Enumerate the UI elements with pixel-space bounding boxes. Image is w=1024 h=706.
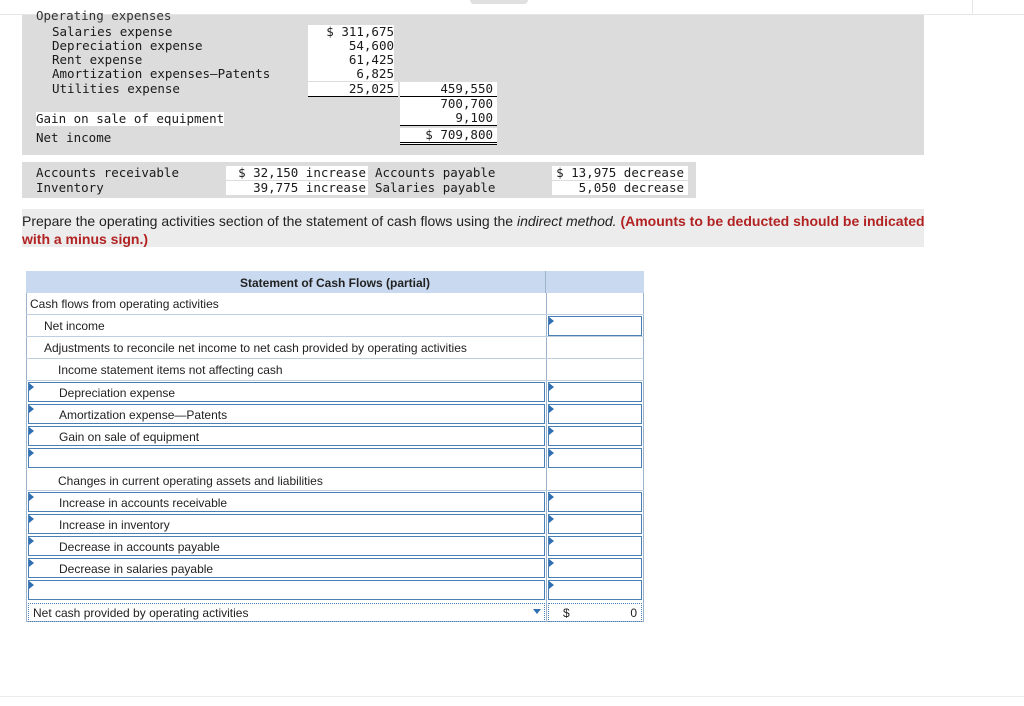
gain-label-input[interactable]: [28, 426, 545, 446]
input-marker-icon: [549, 559, 554, 567]
row-label: Adjustments to reconcile net income to net cash provided by operating activities: [44, 341, 467, 355]
salaries-amount-input[interactable]: [548, 558, 642, 578]
expense-label: Salaries expense: [52, 24, 173, 39]
row-label: Amortization expense—Patents: [59, 408, 228, 422]
net-income-amount: $ 709,800: [400, 128, 497, 145]
expense-amount: 54,600: [308, 39, 394, 53]
change-value: 39,775 increase: [226, 181, 368, 195]
input-marker-icon: [29, 515, 34, 523]
bottom-divider: [0, 696, 1024, 697]
depreciation-amount-input[interactable]: [548, 382, 642, 402]
row-label: Net income: [44, 319, 105, 333]
change-value: $ 32,150 increase: [226, 166, 368, 180]
expense-label: Utilities expense: [52, 81, 180, 96]
input-marker-icon: [29, 537, 34, 545]
row-label: Depreciation expense: [59, 386, 176, 400]
input-marker-icon: [549, 493, 554, 501]
gain-amount: 9,100: [400, 111, 497, 126]
gain-amount-input[interactable]: [548, 426, 642, 446]
input-marker-icon: [549, 317, 554, 325]
instructions-text: Prepare the operating activities section of the statement of cash flows using the: [22, 213, 517, 229]
input-marker-icon: [29, 405, 34, 413]
row-label: Cash flows from operating activities: [30, 297, 219, 311]
table-row: [26, 337, 644, 359]
row-label: Income statement items not affecting cash: [58, 363, 283, 377]
net-cash-label-select[interactable]: [28, 603, 545, 622]
input-marker-icon: [29, 449, 34, 457]
net-income-label: Net income: [36, 130, 112, 145]
input-marker-icon: [549, 405, 554, 413]
input-marker-icon: [549, 449, 554, 457]
ap-amount-input[interactable]: [548, 536, 642, 556]
change-label: Inventory: [36, 180, 104, 195]
net-cash-total: [548, 603, 642, 622]
instructions-method: indirect method.: [516, 213, 617, 229]
input-marker-icon: [549, 427, 554, 435]
row-label: Net cash provided by operating activities: [33, 606, 249, 620]
worksheet-title: Statement of Cash Flows (partial): [239, 276, 431, 290]
input-marker-icon: [549, 383, 554, 391]
change-label: Salaries payable: [375, 180, 496, 195]
subtotal: 700,700: [400, 97, 497, 111]
ar-amount-input[interactable]: [548, 492, 642, 512]
depreciation-label-input[interactable]: [28, 382, 545, 402]
gain-label: Gain on sale of equipment: [36, 111, 225, 126]
net-income-input[interactable]: [548, 316, 642, 336]
row-label: Gain on sale of equipment: [59, 430, 200, 444]
change-label: Accounts receivable: [36, 165, 179, 180]
amortization-amount-input[interactable]: [548, 404, 642, 424]
salaries-label-input[interactable]: [28, 558, 545, 578]
right-divider: [972, 0, 973, 14]
scroll-handle[interactable]: [470, 0, 528, 4]
section-heading: Operating expenses: [36, 8, 172, 23]
expense-amount: 61,425: [308, 53, 394, 67]
extra-label-input[interactable]: [28, 448, 545, 468]
table-row: [26, 293, 644, 315]
extra-change-label-input[interactable]: [28, 580, 545, 600]
input-marker-icon: [29, 581, 34, 589]
total-expenses: 459,550: [400, 82, 497, 97]
input-marker-icon: [29, 559, 34, 567]
inventory-amount-input[interactable]: [548, 514, 642, 534]
change-value: 5,050 decrease: [552, 181, 688, 195]
input-marker-icon: [29, 493, 34, 501]
input-marker-icon: [29, 427, 34, 435]
row-label: Decrease in salaries payable: [59, 562, 214, 576]
instructions-note: (Amounts to be deducted should be indicated with a minus sign.): [22, 213, 925, 247]
row-label: Increase in accounts receivable: [59, 496, 228, 510]
change-value: $ 13,975 decrease: [552, 166, 688, 180]
inventory-label-input[interactable]: [28, 514, 545, 534]
expense-label: Depreciation expense: [52, 38, 203, 53]
row-label: Increase in inventory: [59, 518, 170, 532]
input-marker-icon: [29, 383, 34, 391]
change-label: Accounts payable: [375, 165, 496, 180]
total-value: 0: [630, 606, 637, 620]
amortization-label-input[interactable]: [28, 404, 545, 424]
expense-label: Rent expense: [52, 52, 143, 67]
input-marker-icon: [549, 581, 554, 589]
table-row: [26, 469, 644, 491]
expense-label: Amortization expenses—Patents: [52, 66, 271, 81]
ap-label-input[interactable]: [28, 536, 545, 556]
currency-symbol: $: [563, 606, 570, 620]
row-label: Decrease in accounts payable: [59, 540, 220, 554]
instructions: [22, 212, 927, 248]
extra-amount-input[interactable]: [548, 448, 642, 468]
ar-label-input[interactable]: [28, 492, 545, 512]
expense-amount: 6,825: [308, 67, 394, 81]
table-row: [26, 359, 644, 381]
chevron-down-icon[interactable]: [533, 609, 541, 614]
extra-change-amount-input[interactable]: [548, 580, 642, 600]
input-marker-icon: [549, 515, 554, 523]
input-marker-icon: [549, 537, 554, 545]
row-label: Changes in current operating assets and liabilities: [58, 474, 323, 488]
expense-amount: $ 311,675: [308, 25, 394, 39]
expense-amount: 25,025: [308, 82, 398, 97]
